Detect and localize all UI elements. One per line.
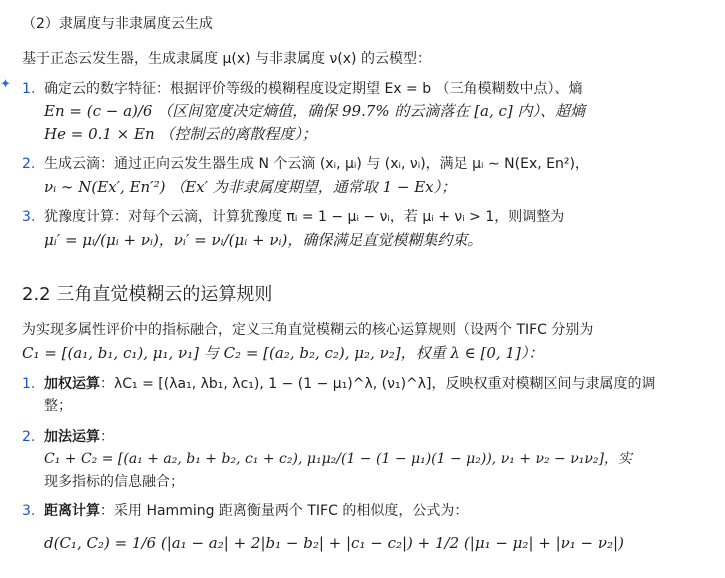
subheading: （2）隶属度与非隶属度云生成 — [22, 16, 213, 32]
section-heading: 2.2 三角直觉模糊云的运算规则 — [22, 284, 273, 305]
list-item-text: En = (c − a)/6 （区间宽度决定熵值，确保 99.7% 的云滴落在 [a, c] 内）、超熵 — [44, 102, 586, 120]
list-number: 2. — [22, 156, 36, 172]
formula: d(C₁, C₂) = 1/6 (|a₁ − a₂| + 2|b₁ − b₂| + |c₁ − c₂|) + 1/2 (|μ₁ − μ₂| + |ν₁ − ν₂|) — [44, 534, 624, 552]
list-item-text: 整； — [44, 398, 72, 414]
list-item-text — [44, 374, 656, 394]
list-number: 1. — [22, 376, 36, 392]
list-number: 2. — [22, 429, 36, 445]
list-item-text — [44, 427, 114, 447]
list-item-text: He = 0.1 × En （控制云的离散程度）； — [44, 125, 317, 143]
list-item-text: 生成云滴：通过正向云发生器生成 N 个云滴 (xᵢ, μᵢ) 与 (xᵢ, νᵢ)，满足 μᵢ ∼ N(Ex, En²)， — [44, 156, 589, 172]
sparkle-icon[interactable]: ✦ — [0, 77, 11, 92]
list-number: 3. — [22, 209, 36, 225]
list-item-title: 距离计算 — [44, 503, 100, 519]
list-item-title: 加权运算 — [44, 376, 100, 392]
list-item-text: 犹豫度计算：对每个云滴，计算犹豫度 πᵢ = 1 − μᵢ − νᵢ，若 μᵢ + νᵢ > 1，则调整为 — [44, 209, 565, 225]
list-item-body: ： — [100, 429, 114, 445]
intro-paragraph: 基于正态云发生器，生成隶属度 μ(x) 与非隶属度 ν(x) 的云模型： — [22, 51, 431, 67]
list-number: 1. — [22, 81, 36, 97]
list-item-text: C₁ + C₂ = [(a₁ + a₂, b₁ + b₂, c₁ + c₂), μ₁μ₂/(1 − (1 − μ₁)(1 − μ₂)), ν₁ + ν₂ − ν₁ν₂]，实 — [44, 451, 632, 467]
list-item-text: νᵢ ∼ N(Ex′, En′²) （Ex′ 为非隶属度期望，通常取 1 − Ex）； — [44, 178, 457, 196]
list-item-body: ：采用 Hamming 距离衡量两个 TIFC 的相似度，公式为： — [100, 503, 469, 519]
intro2-line: C₁ = [(a₁, b₁, c₁), μ₁, ν₁] 与 C₂ = [(a₂, b₂, c₂), μ₂, ν₂]，权重 λ ∈ [0, 1]）： — [22, 344, 544, 362]
list-number: 3. — [22, 503, 36, 519]
list-item-title: 加法运算 — [44, 429, 100, 445]
intro2-line: 为实现多属性评价中的指标融合，定义三角直觉模糊云的核心运算规则（设两个 TIFC 分别为 — [22, 322, 594, 338]
list-item-text: 现多指标的信息融合； — [44, 474, 184, 490]
list-item-text: μᵢ′ = μᵢ/(μᵢ + νᵢ)，νᵢ′ = νᵢ/(μᵢ + νᵢ)，确保满足直觉模糊集约束。 — [44, 231, 483, 249]
list-item-body: ：λC₁ = [(λa₁, λb₁, λc₁), 1 − (1 − μ₁)^λ, (ν₁)^λ]，反映权重对模糊区间与隶属度的调 — [100, 376, 656, 392]
list-item-text: 确定云的数字特征：根据评价等级的模糊程度设定期望 Ex = b （三角模糊数中点）、熵 — [44, 81, 583, 97]
list-item-text — [44, 501, 468, 521]
